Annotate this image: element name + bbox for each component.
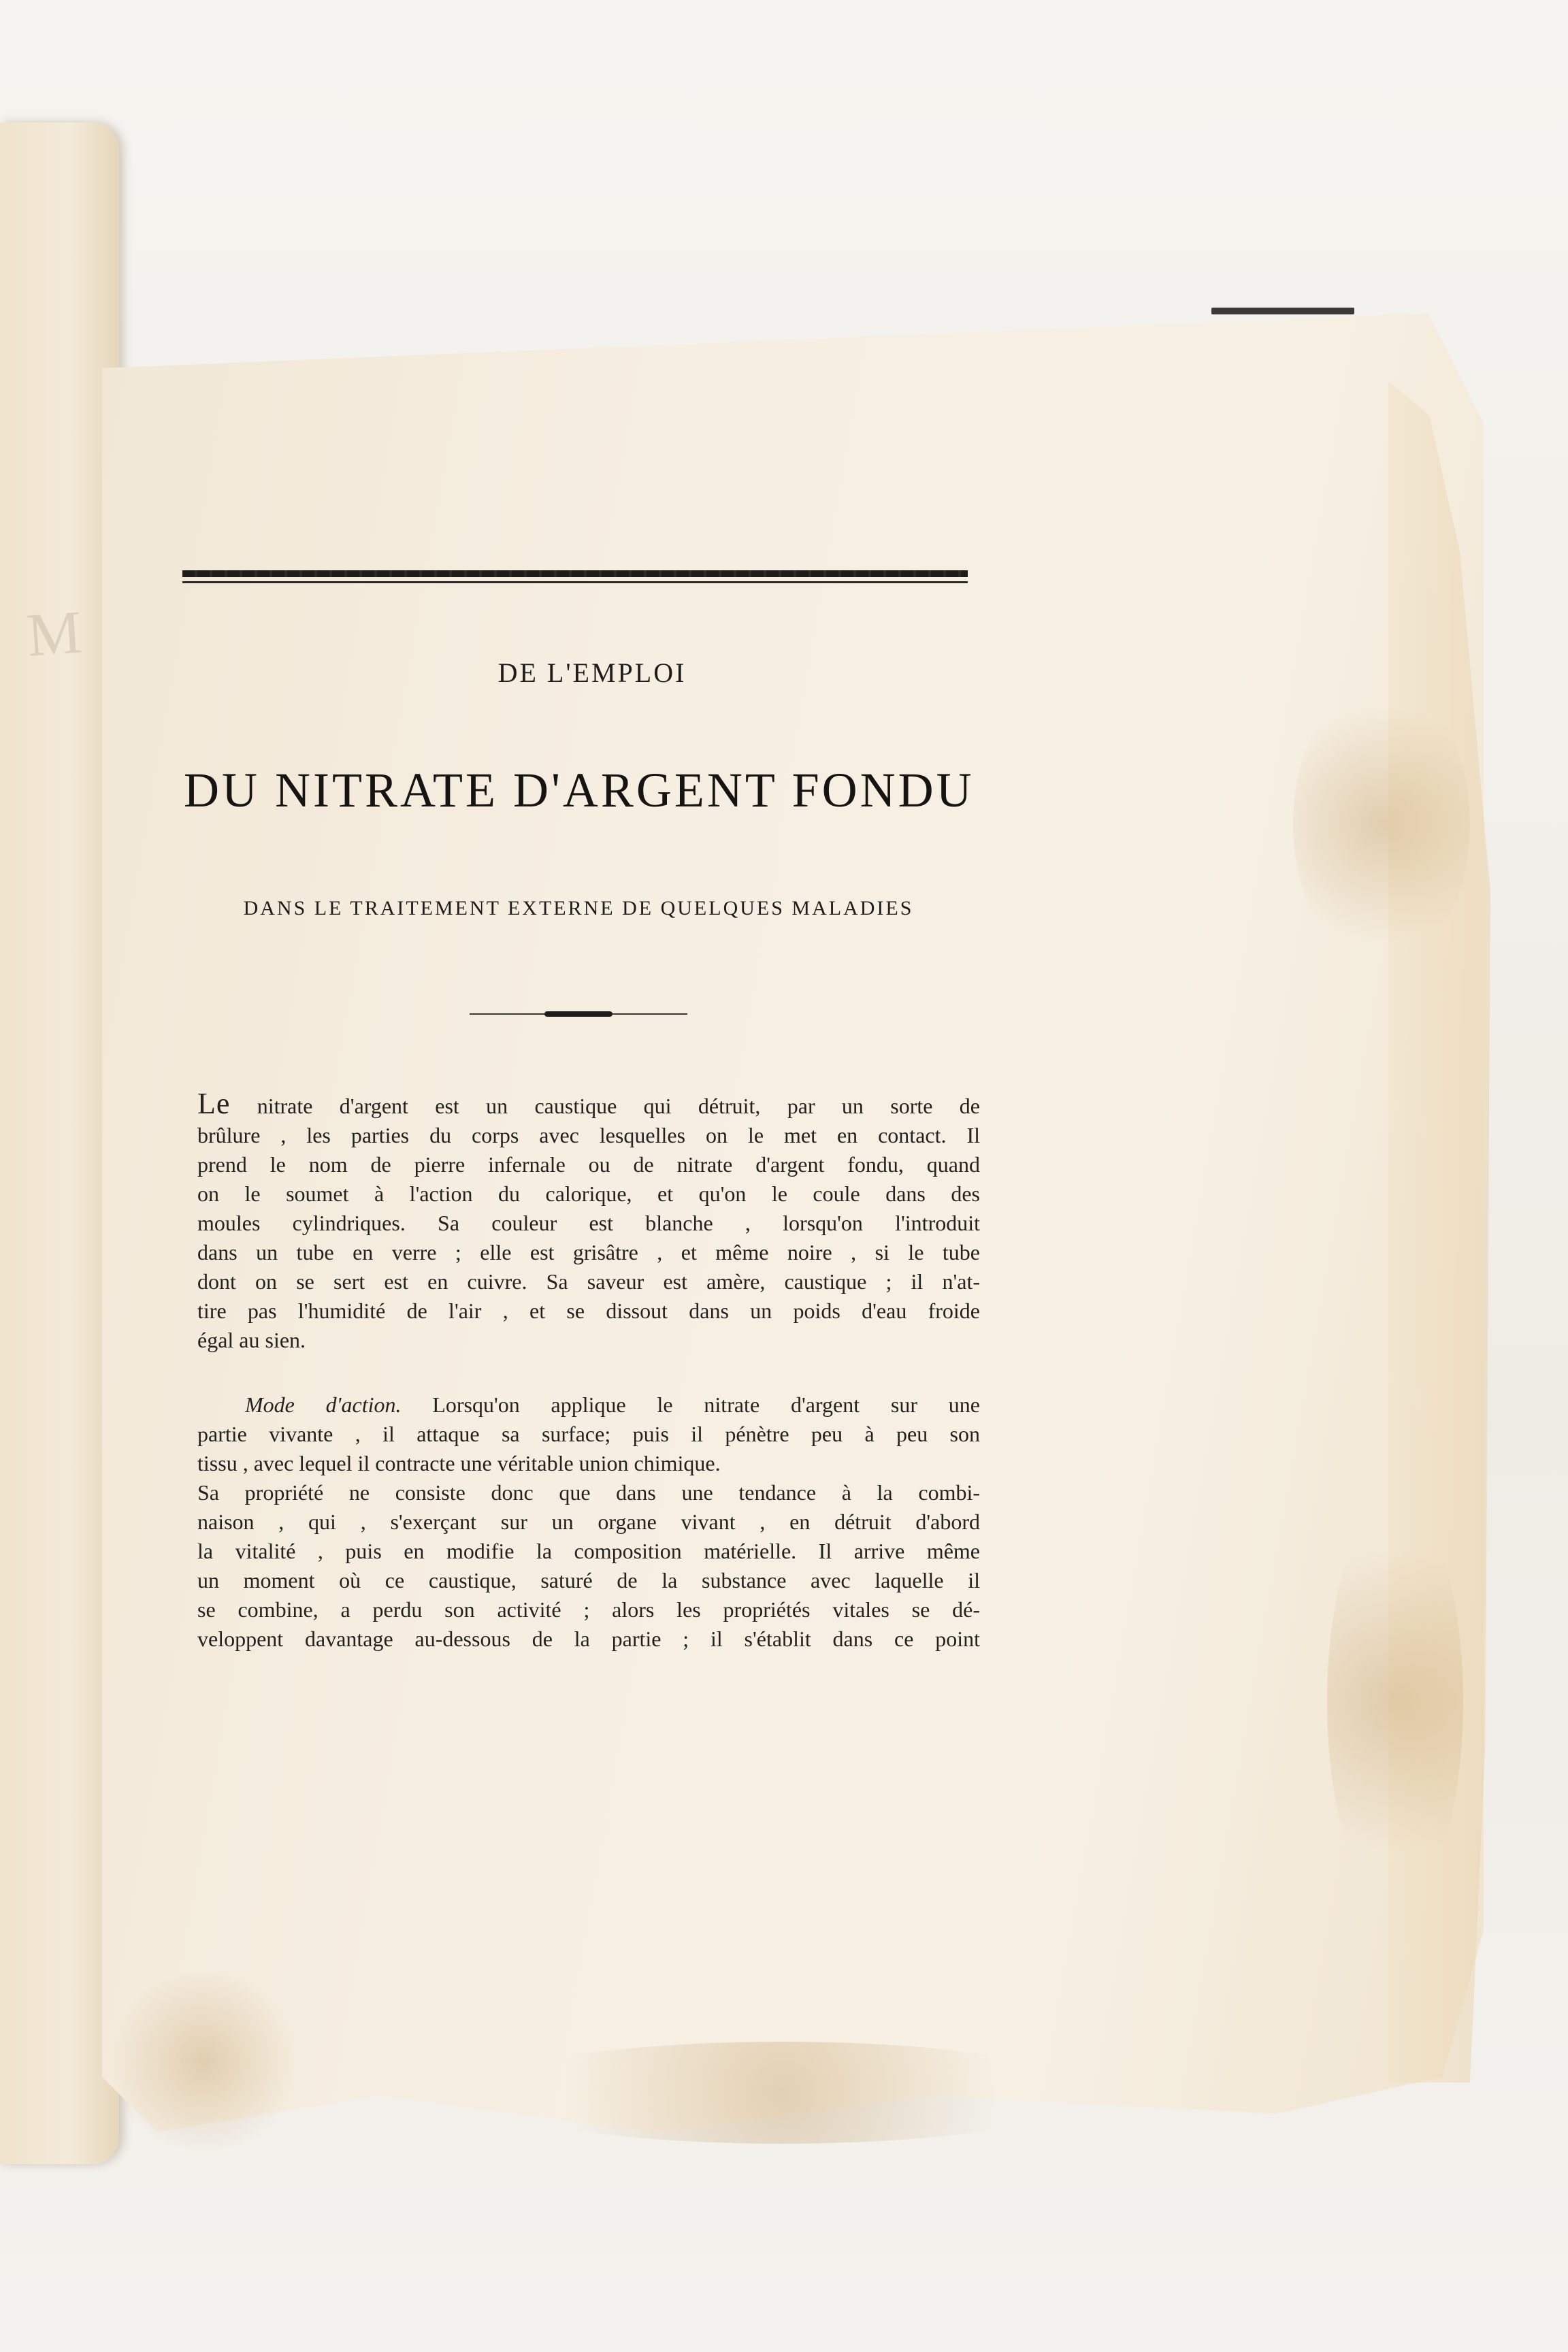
- text-line: Sa propriété ne consiste donc que dans une tendance à la combi-: [197, 1480, 980, 1505]
- text-line: dont on se sert est en cuivre. Sa saveur est amère, caustique ; il n'at-: [197, 1269, 980, 1294]
- text-line-content: Lorsqu'on applique le nitrate d'argent sur une: [401, 1392, 981, 1417]
- left-page-show-through: M: [24, 598, 84, 670]
- foxing-stain: [1293, 681, 1470, 966]
- text-line: [245, 1390, 980, 1420]
- text-line: on le soumet à l'action du calorique, et qu'on le coule dans des: [197, 1181, 980, 1206]
- text-line: [197, 1089, 980, 1121]
- text-line-content: nitrate d'argent est un caustique qui détruit, par un sorte de: [230, 1094, 980, 1118]
- foxing-stain: [102, 1974, 306, 2151]
- text-line: se combine, a perdu son activité ; alors les propriétés vitales se dé-: [197, 1597, 980, 1622]
- text-line: dans un tube en verre ; elle est grisâtre , et même noire , si le tube: [197, 1240, 980, 1264]
- text-line: prend le nom de pierre infernale ou de nitrate d'argent fondu, quand: [197, 1152, 980, 1177]
- header-rule-thin: [182, 581, 968, 583]
- ornamental-rule: [470, 1011, 687, 1017]
- paragraph-2: [197, 1390, 980, 1654]
- paragraph-1: [197, 1089, 980, 1355]
- foxing-stain: [1327, 1497, 1463, 1906]
- body-text: [197, 1089, 980, 1654]
- text-line: brûlure , les parties du corps avec lesquelles on le met en contact. Il: [197, 1123, 980, 1147]
- page-title: DU NITRATE D'ARGENT FONDU: [184, 763, 975, 817]
- heading-de-l-emploi: DE L'EMPLOI: [497, 657, 687, 688]
- ornament-center: [544, 1011, 612, 1017]
- left-page-edge: [0, 122, 119, 2164]
- text-line: un moment où ce caustique, saturé de la substance avec laquelle il: [197, 1568, 980, 1592]
- text-line: partie vivante , il attaque sa surface; puis il pénètre peu à peu son: [197, 1422, 980, 1446]
- text-line: égal au sien.: [197, 1328, 306, 1352]
- foxing-stain: [476, 2042, 1089, 2144]
- page-subtitle: DANS LE TRAITEMENT EXTERNE DE QUELQUES MALADIES: [243, 897, 914, 919]
- text-line: veloppent davantage au-dessous de la partie ; il s'établit dans ce point: [197, 1627, 980, 1651]
- spine-binding-mark: [1211, 308, 1354, 314]
- text-line: moules cylindriques. Sa couleur est blanche , lorsqu'on l'introduit: [197, 1211, 980, 1235]
- drop-cap: Le: [197, 1087, 231, 1120]
- text-line: tissu , avec lequel il contracte une véritable union chimique.: [197, 1451, 721, 1475]
- text-line: la vitalité , puis en modifie la composition matérielle. Il arrive même: [197, 1539, 980, 1563]
- text-line: tire pas l'humidité de l'air , et se dissout dans un poids d'eau froide: [197, 1298, 980, 1323]
- text-line: naison , qui , s'exerçant sur un organe vivant , en détruit d'abord: [197, 1509, 980, 1534]
- header-rule-thick: [182, 570, 968, 577]
- lead-in-italic: Mode d'action.: [245, 1392, 402, 1417]
